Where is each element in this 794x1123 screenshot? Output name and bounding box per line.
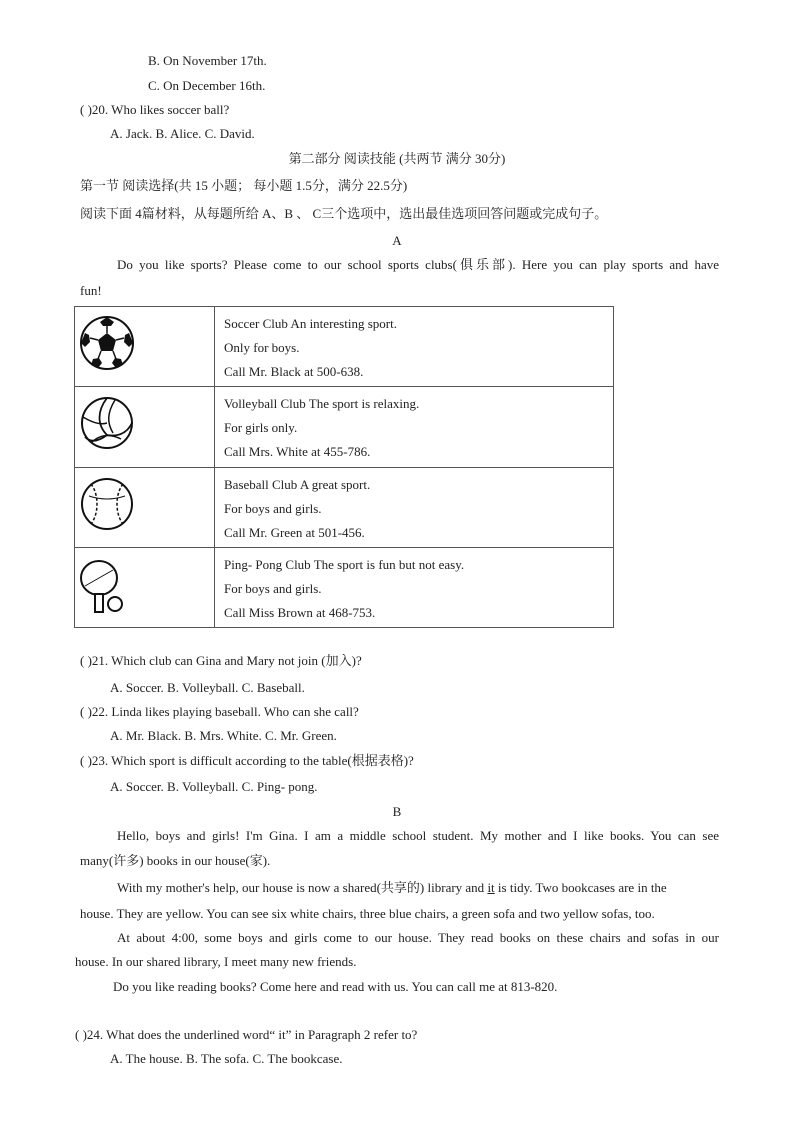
ping-pong-club-line1: Ping- Pong Club The sport is fun but not easy. [224,556,465,572]
soccer-club-line1: Soccer Club An interesting sport. [224,316,397,331]
q22-options: A. Mr. Black. B. Mrs. White. C. Mr. Green. [110,728,337,743]
table-row [75,467,614,547]
ping-pong-club-line3: Call Miss Brown at 468-753. [224,604,376,620]
q22-stem: ( )22. Linda likes playing baseball. Who can she call? [80,704,359,719]
q24-options: A. The house. B. The sofa. C. The bookcase. [110,1051,343,1066]
q19-option-c: C. On December 16th. [148,78,266,93]
soccer-club-line2: Only for boys. [224,340,300,355]
q21-options: A. Soccer. B. Volleyball. C. Baseball. [110,680,305,695]
baseball-club-line2: For boys and girls. [224,500,322,516]
passage-a-intro-line2: fun! [80,283,102,298]
passage-b-p3-line2: house. In our shared library, I meet many new friends. [75,954,357,969]
passage-b-p3-line1: At about 4:00, some boys and girls come to our house. They read books on these chairs and sofas in our [117,930,719,945]
passage-b-p4-line1: Do you like reading books? Come here and read with us. You can call me at 813-820. [113,979,558,994]
q20-options: A. Jack. B. Alice. C. David. [110,126,255,141]
ping-pong-paddle-icon [77,554,137,620]
table-row [75,547,614,627]
part2-heading: 第二部分 阅读技能 (共两节 满分 30分) [288,151,506,166]
q23-stem: ( )23. Which sport is difficult according to the table(根据表格)? [80,753,414,768]
table-row [75,307,614,387]
q23-options: A. Soccer. B. Volleyball. C. Ping- pong. [110,779,318,794]
passage-b-p1-line1: Hello, boys and girls! I'm Gina. I am a middle school student. My mother and I like books. You can see [117,828,719,843]
section1-instruction: 阅读下面 4篇材料，从每题所给 A、B 、 C三个选项中，选出最佳选项回答问题或完成句子。 [80,206,608,221]
passage-b-p2-line2: house. They are yellow. You can see six white chairs, three blue chairs, a green sofa and two yellow sofas, too. [80,906,655,921]
volleyball-club-line2: For girls only. [224,420,298,436]
section1-heading: 第一节 阅读选择(共 15 小题； 每小题 1.5分，满分 22.5分) [80,178,408,193]
q24-stem: ( )24. What does the underlined word“ it” in Paragraph 2 refer to? [75,1027,418,1042]
volleyball-club-line3: Call Mrs. White at 455-786. [224,444,371,460]
underlined-word-it: it [487,880,495,895]
passage-b-p1-line2: many(许多) books in our house(家). [80,853,271,868]
q19-option-b: B. On November 17th. [148,53,267,68]
passage-a-intro-line1: Do you like sports? Please come to our school sports clubs(俱乐部). Here you can play sports and have [117,257,719,272]
table-row [75,387,614,467]
soccer-club-line3: Call Mr. Black at 500-638. [224,364,364,379]
baseball-icon [77,474,137,534]
q21-stem: ( )21. Which club can Gina and Mary not join (加入)? [80,653,362,668]
passage-b-p2-line1: With my mother's help, our house is now a shared(共享的) library and it is tidy. Two bookcases are in the [117,880,667,895]
passage-b-label: B [392,804,402,819]
volleyball-club-line1: Volleyball Club The sport is relaxing. [224,396,420,412]
baseball-club-line3: Call Mr. Green at 501-456. [224,524,365,540]
ping-pong-club-line2: For boys and girls. [224,580,322,596]
volleyball-icon [77,393,137,453]
clubs-table [74,306,614,628]
soccer-ball-icon [77,313,137,373]
baseball-club-line1: Baseball Club A great sport. [224,476,371,492]
passage-a-label: A [392,233,402,248]
q20-stem: ( )20. Who likes soccer ball? [80,102,230,117]
